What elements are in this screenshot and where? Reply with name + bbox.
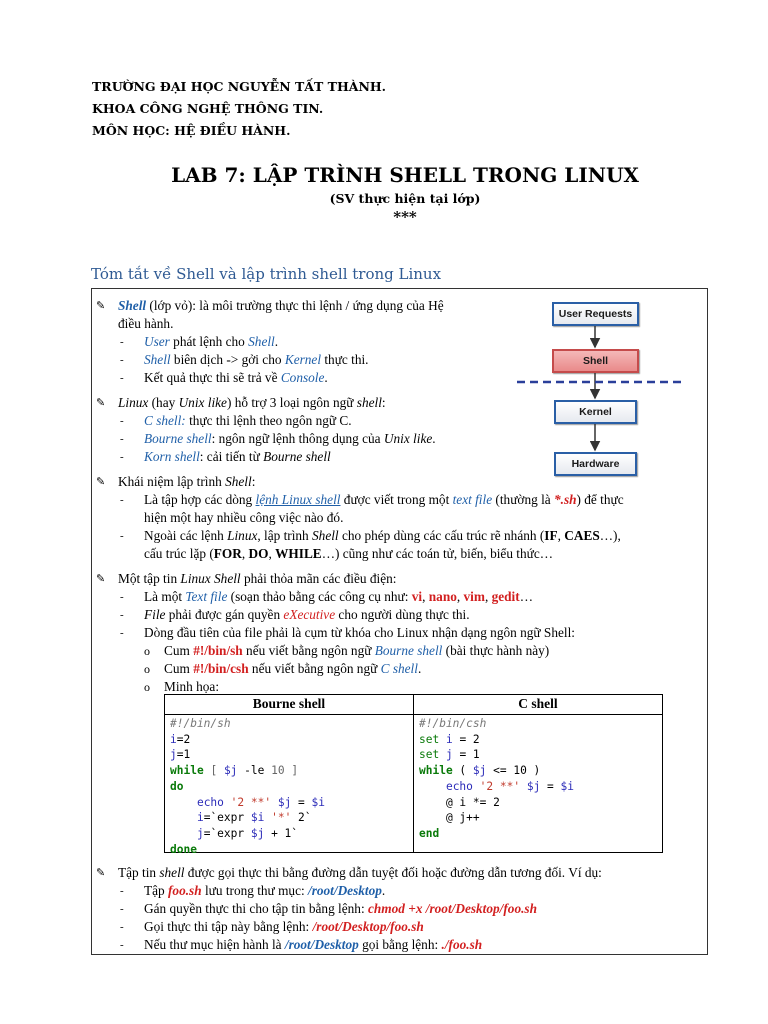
hand-bullet-icon: ✎ [96,300,106,312]
p3-line: ✎ Khái niệm lập trình Shell: [96,474,256,489]
university-name: TRƯỜNG ĐẠI HỌC NGUYỄN TẤT THÀNH. [92,79,387,94]
hand-bullet-icon: ✎ [96,867,106,879]
p4-subitem-csh: o Cum #!/bin/csh nếu viết bằng ngôn ngữ C shell. [144,661,422,676]
p4-subitem-example: o Minh họa: [144,679,220,694]
title-stars: *** [393,208,417,226]
diagram-arrows [512,289,692,489]
diagram-box-hardware: Hardware [554,452,637,476]
p5-item-a: - Tập foo.sh lưu trong thư mục: /root/Desktop. [120,883,386,898]
p1-item-console: - Kết quả thực thi sẽ trả về Console. [120,370,328,385]
page-subtitle: (SV thực hiện tại lớp) [329,191,481,206]
hand-bullet-icon: ✎ [96,573,106,585]
bourne-shell-code: #!/bin/sh i=2 j=1 while [ $j -le 10 ] do echo '2 **' $j = $i i=`expr $i '*' 2` j=`expr $j + 1` done [170,717,326,856]
p1-line-a-cont: điều hành. [118,316,174,331]
c-shell-header: C shell [518,696,558,711]
section-title: Tóm tắt về Shell và lập trình shell trong Linux [91,265,442,283]
p4-item-b: - File phải được gán quyền eXecutive cho người dùng thực thi. [120,607,470,622]
bourne-shell-header: Bourne shell [252,696,326,711]
diagram-box-kernel: Kernel [554,400,637,424]
p1-item-shell: - Shell biên dịch -> gởi cho Kernel thực thi. [120,352,369,367]
p3-item-a: - Là tập hợp các dòng lệnh Linux shell được viết trong một text file (thường là *.sh) để thực [120,492,624,507]
hand-bullet-icon: ✎ [96,476,106,488]
course-name: MÔN HỌC: HỆ ĐIỀU HÀNH. [92,123,291,138]
p4-item-c: - Dòng đầu tiên của file phải là cụm từ khóa cho Linux nhận dạng ngôn ngữ Shell: [120,625,575,640]
p4-line: ✎ Một tập tin Linux Shell phải thỏa mãn các điều điện: [96,571,397,586]
hand-bullet-icon: ✎ [96,397,106,409]
p1-line-a: ✎ Shell (lớp vỏ): là môi trường thực thi lệnh / ứng dụng của Hệ [96,298,444,313]
p5-item-d: - Nếu thư mục hiện hành là /root/Desktop gọi bằng lệnh: ./foo.sh [120,937,483,952]
p5-item-c: - Gọi thực thi tập này bằng lệnh: /root/Desktop/foo.sh [120,919,424,934]
p5-line: ✎ Tập tin shell được gọi thực thi bằng đường dẫn tuyệt đối hoặc đường dẫn tương đối. Ví dụ: [96,865,602,880]
code-example-table [164,694,663,856]
p4-subitem-sh: o Cum #!/bin/sh nếu viết bằng ngôn ngữ Bourne shell (bài thực hành này) [144,643,550,658]
p2-item-c: - C shell: thực thi lệnh theo ngôn ngữ C. [120,413,352,428]
p2-item-korn: - Korn shell: cải tiến từ Bourne shell [120,449,331,464]
p4-item-a: - Là một Text file (soạn thảo bằng các công cụ như: vi, nano, vim, gedit… [120,589,533,604]
p3-item-a-cont: hiện một hay nhiều công việc nào đó. [144,510,344,525]
p2-line: ✎ Linux (hay Unix like) hỗ trợ 3 loại ngôn ngữ shell: [96,395,386,410]
diagram-box-user-requests: User Requests [552,302,639,326]
diagram-box-shell: Shell [552,349,639,373]
faculty-name: KHOA CÔNG NGHỆ THÔNG TIN. [92,101,324,116]
page-title: LAB 7: LẬP TRÌNH SHELL TRONG LINUX [171,163,639,187]
p5-item-b: - Gán quyền thực thi cho tập tin bằng lệnh: chmod +x /root/Desktop/foo.sh [120,901,537,916]
p1-item-user: - User phát lệnh cho Shell. [120,334,279,349]
p3-item-b-cont: cấu trúc lặp (FOR, DO, WHILE…) cũng như các toán tử, biến, biểu thức… [144,546,554,561]
c-shell-code: #!/bin/csh set i = 2 set j = 1 while ( $j <= 10 ) echo '2 **' $j = $i @ i *= 2 @ j++ end [419,717,575,840]
p2-item-bourne: - Bourne shell: ngôn ngữ lệnh thông dụng của Unix like. [120,431,436,446]
p3-item-b: - Ngoài các lệnh Linux, lập trình Shell cho phép dùng các cấu trúc rẽ nhánh (IF, CAES…), [120,528,621,543]
